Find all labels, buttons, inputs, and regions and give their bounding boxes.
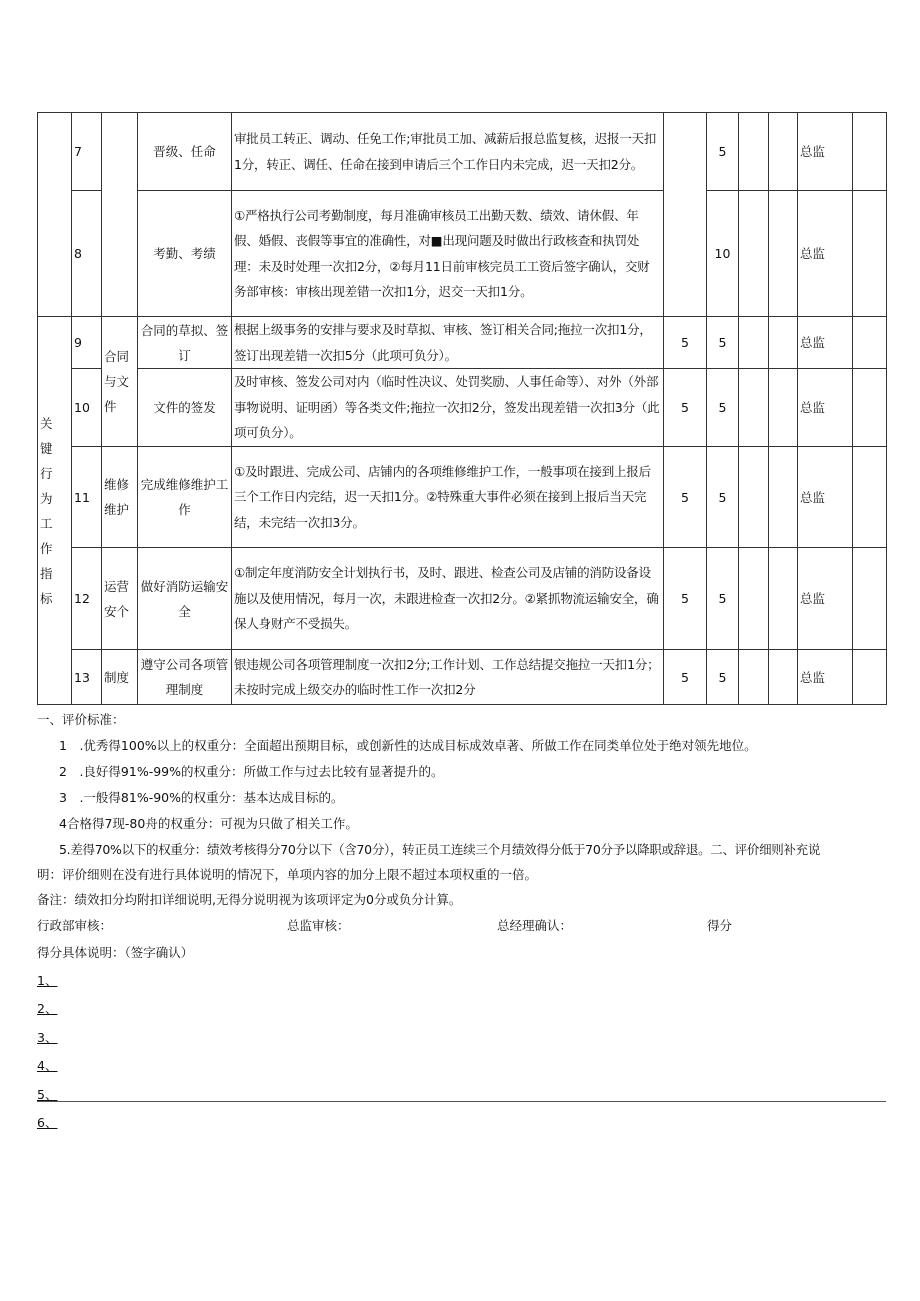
criteria-item: 3 .一般得81%-90%的权重分：基本达成目标的。 xyxy=(59,790,344,805)
score-cell: 5 xyxy=(707,548,739,650)
table-row xyxy=(38,650,887,705)
weight-cell: 5 xyxy=(664,650,707,705)
score-explain: 得分具体说明：（签字确认） xyxy=(37,945,194,960)
content-cell: 审批员工转正、调动、任免工作;审批员工加、减薪后报总监复核，迟报一天扣1分，转正、调任、任命在接到申请后三个工作日内未完成，迟一天扣2分。 xyxy=(232,113,664,191)
table-row xyxy=(38,317,887,369)
item-cell: 做好消防运输安全 xyxy=(138,548,232,650)
weight-cell: 5 xyxy=(664,317,707,369)
approver-cell: 总监 xyxy=(798,369,853,447)
content-cell: ①及时跟进、完成公司、店铺内的各项维修维护工作，一般事项在接到上报后三个工作日内完结，迟一天扣1分。②特殊重大事件必须在接到上报后当天完结，未完结一次扣3分。 xyxy=(232,447,664,548)
approver-cell: 总监 xyxy=(798,650,853,705)
criteria-item: 2 .良好得91%-99%的权重分：所做工作与过去比较有显著提升的。 xyxy=(59,764,444,779)
explain-line: 2、 xyxy=(37,1001,58,1016)
explain-line: 6、 xyxy=(37,1115,58,1130)
approver-cell: 总监 xyxy=(798,447,853,548)
subcategory-cell xyxy=(102,113,138,317)
content-cell: ①制定年度消防安全计划执行书，及时、跟进、检查公司及店铺的消防设备设施以及使用情况，每月一次，未跟进检查一次扣2分。②紧抓物流运输安全，确保人身财产不受损失。 xyxy=(232,548,664,650)
subcategory-cell: 维修维护 xyxy=(102,447,138,548)
subcategory-contract: 合同与文件 xyxy=(102,317,138,447)
approver-cell: 总监 xyxy=(798,113,853,191)
explain-line: 1、 xyxy=(37,973,58,988)
score-cell: 5 xyxy=(707,650,739,705)
approver-cell: 总监 xyxy=(798,548,853,650)
row-number: 11 xyxy=(72,447,102,548)
approver-cell: 总监 xyxy=(798,317,853,369)
content-cell: 根据上级事务的安排与要求及时草拟、审核、签订相关合同;拖拉一次扣1分，签订出现差错一次扣5分（此项可负分）。 xyxy=(232,317,664,369)
criteria-item: 1 .优秀得100%以上的权重分：全面超出预期目标，或创新性的达成目标成效卓著、所做工作在同类单位处于绝对领先地位。 xyxy=(59,738,757,753)
approver-cell: 总监 xyxy=(798,191,853,317)
sign-score: 得分 xyxy=(707,918,733,933)
score-cell: 5 xyxy=(707,369,739,447)
item-cell: 晋级、任命 xyxy=(138,113,232,191)
row-number: 7 xyxy=(72,113,102,191)
weight-cell: 5 xyxy=(664,447,707,548)
table-row xyxy=(38,113,887,191)
subcategory-cell: 运营安个 xyxy=(102,548,138,650)
row-number: 12 xyxy=(72,548,102,650)
criteria-item: 4合格得7现-80舟的权重分：可视为只做了相关工作。 xyxy=(59,816,358,831)
item-cell: 遵守公司各项管理制度 xyxy=(138,650,232,705)
row-number: 9 xyxy=(72,317,102,369)
table-row xyxy=(38,369,887,447)
weight-cell xyxy=(664,113,707,317)
explain-line: 3、 xyxy=(37,1030,58,1045)
category-key-behavior: 关键行为工作指标 xyxy=(38,317,72,705)
table-row xyxy=(38,548,887,650)
explain-line: 4、 xyxy=(37,1058,58,1073)
notes-heading: 一、评价标准： xyxy=(37,712,125,727)
row-number: 8 xyxy=(72,191,102,317)
row-number: 10 xyxy=(72,369,102,447)
criteria-item: 明：评价细则在没有进行具体说明的情况下，单项内容的加分上限不超过本项权重的一倍。 xyxy=(37,867,538,882)
score-cell: 5 xyxy=(707,447,739,548)
criteria-item: 5.差得70%以下的权重分：绩效考核得分70分以下（含70分），转正员工连续三个月绩效得分低于70分予以降职或辞退。二、评价细则补充说 xyxy=(59,842,821,857)
row-number: 13 xyxy=(72,650,102,705)
item-cell: 合同的草拟、签订 xyxy=(138,317,232,369)
item-cell: 完成维修维护工作 xyxy=(138,447,232,548)
divider-line xyxy=(37,1101,886,1102)
weight-cell: 5 xyxy=(664,548,707,650)
table-row xyxy=(38,191,887,317)
item-cell: 文件的签发 xyxy=(138,369,232,447)
table-row xyxy=(38,447,887,548)
performance-table xyxy=(37,112,887,705)
score-cell: 10 xyxy=(707,191,739,317)
category-cell xyxy=(38,113,72,317)
remark: 备注：绩效扣分均附扣详细说明,无得分说明视为该项评定为0分或负分计算。 xyxy=(37,892,462,907)
sign-director: 总监审核： xyxy=(287,918,350,933)
score-cell: 5 xyxy=(707,113,739,191)
content-cell: ①严格执行公司考勤制度，每月准确审核员工出勤天数、绩效、请休假、年假、婚假、丧假等事宜的准确性，对■出现问题及时做出行政核查和执罚处理：未及时处理一次扣2分，②每月11日前审核完员工工资后签字确认，交财务部审核：审核出现差错一次扣1分，迟交一天扣1分。 xyxy=(232,191,664,317)
content-cell: 银违规公司各项管理制度一次扣2分;工作计划、工作总结提交拖拉一天扣1分；未按时完成上级交办的临时性工作一次扣2分 xyxy=(232,650,664,705)
score-cell: 5 xyxy=(707,317,739,369)
weight-cell: 5 xyxy=(664,369,707,447)
content-cell: 及时审核、签发公司对内（临时性决议、处罚奖励、人事任命等）、对外（外部事物说明、证明函）等各类文件;拖拉一次扣2分，签发出现差错一次扣3分（此项可负分）。 xyxy=(232,369,664,447)
subcategory-cell: 制度 xyxy=(102,650,138,705)
sign-admin: 行政部审核： xyxy=(37,918,113,933)
explain-line: 5、 xyxy=(37,1087,58,1102)
item-cell: 考勤、考绩 xyxy=(138,191,232,317)
sign-gm: 总经理确认： xyxy=(497,918,573,933)
